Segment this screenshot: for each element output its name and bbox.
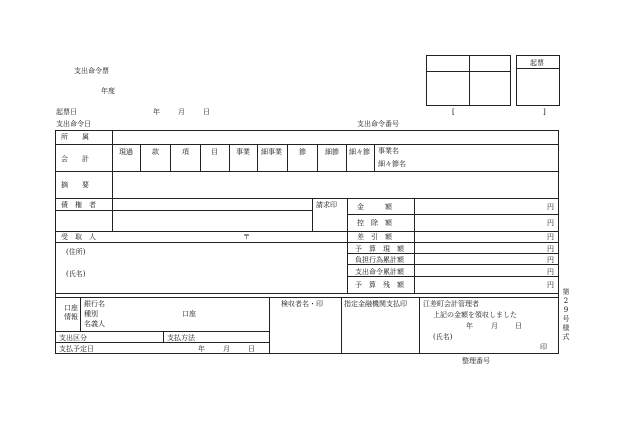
account-info-label: 口座情報 — [64, 304, 78, 321]
payment-day: 日 — [248, 345, 255, 353]
budget-header-0: 現過 — [119, 148, 133, 156]
rule — [55, 342, 269, 343]
rule — [200, 144, 201, 171]
approval-box-1[interactable] — [426, 55, 470, 106]
form-number-label: 第29号様式 — [562, 288, 570, 341]
name-label: (氏名) — [66, 270, 86, 278]
rule — [55, 198, 559, 199]
account-type-label: 種別 — [84, 310, 98, 318]
sub-section-name-label: 細々節名 — [378, 160, 406, 168]
rule — [55, 297, 559, 298]
rule — [55, 231, 559, 232]
rule — [347, 198, 348, 293]
rule — [55, 293, 559, 294]
rule — [55, 210, 312, 211]
yen-unit: 円 — [547, 203, 554, 211]
account-holder-label: 名義人 — [84, 320, 105, 328]
rule — [229, 144, 230, 171]
payment-method-label: 支払方法 — [167, 334, 195, 342]
rule — [347, 253, 559, 254]
issue-date-day: 日 — [203, 108, 210, 116]
payment-month: 月 — [223, 345, 230, 353]
amount-label-2: 差 引 額 — [357, 233, 392, 241]
order-number-label: 支出命令番号 — [357, 120, 399, 128]
amount-label-4: 負担行為累計額 — [355, 256, 404, 264]
rule — [347, 276, 559, 277]
approval-stamp-divider — [516, 68, 559, 69]
rule — [163, 331, 164, 342]
amount-label-6: 予 算 残 額 — [355, 281, 404, 289]
bracket-open: [ — [452, 108, 455, 116]
receipt-name-label: (氏名) — [433, 333, 453, 341]
received-text: 上記の金額を領収しました — [433, 311, 517, 319]
approval-label: 起票 — [530, 59, 544, 67]
rule — [112, 130, 113, 231]
budget-header-7: 細節 — [325, 148, 339, 156]
amount-label-3: 予 算 現 額 — [355, 245, 404, 253]
rule — [287, 144, 288, 171]
rule — [269, 297, 270, 354]
rule — [341, 297, 342, 354]
manager-label: 江差町会計管理者 — [423, 300, 479, 308]
account-label: 口座 — [182, 310, 196, 318]
rule — [170, 144, 171, 171]
bracket-close: ] — [543, 108, 546, 116]
rule — [347, 264, 559, 265]
budget-header-8: 細々節 — [349, 148, 370, 156]
project-name-label: 事業名 — [378, 147, 399, 155]
payment-scheduled-label: 支払予定日 — [59, 345, 94, 353]
yen-unit: 円 — [547, 245, 554, 253]
rule — [414, 198, 415, 293]
receipt-day: 日 — [515, 322, 522, 330]
rule — [374, 144, 375, 171]
budget-header-4: 事業 — [236, 148, 250, 156]
affiliation-label: 所 属 — [61, 133, 89, 141]
rule — [55, 171, 559, 172]
claim-seal-label: 請求印 — [316, 201, 337, 209]
rule — [140, 144, 141, 171]
issue-date-month: 月 — [178, 108, 185, 116]
budget-header-5: 細事業 — [261, 148, 282, 156]
rule — [55, 242, 559, 243]
approval-box-2[interactable] — [468, 55, 511, 106]
form-title: 支出命令票 — [74, 67, 109, 75]
summary-label: 摘 要 — [61, 181, 89, 189]
receipt-year: 年 — [466, 322, 473, 330]
rule — [317, 144, 318, 171]
yen-unit: 円 — [547, 268, 554, 276]
payment-year: 年 — [198, 345, 205, 353]
issue-date-label: 起票日 — [56, 108, 77, 116]
yen-unit: 円 — [547, 233, 554, 241]
budget-header-3: 目 — [211, 148, 218, 156]
rule — [346, 144, 347, 171]
address-label: (住所) — [66, 248, 86, 256]
rule — [80, 297, 81, 331]
accounting-label: 会 計 — [61, 155, 89, 163]
issue-date-year: 年 — [153, 108, 160, 116]
approval-divider — [426, 71, 511, 72]
yen-unit: 円 — [547, 219, 554, 227]
postal-mark: 〒 — [243, 233, 250, 241]
yen-unit: 円 — [547, 281, 554, 289]
budget-header-1: 款 — [152, 148, 159, 156]
rule — [257, 144, 258, 171]
yen-unit: 円 — [547, 256, 554, 264]
rule — [55, 144, 559, 145]
rule — [419, 297, 420, 354]
fiscal-year-label: 年度 — [101, 87, 115, 95]
order-date-label: 支出命令日 — [56, 120, 91, 128]
creditor-label: 債 権 者 — [61, 201, 96, 209]
recipient-label: 受 取 人 — [61, 233, 96, 241]
rule — [347, 214, 559, 215]
inspector-label: 検収者名・印 — [281, 300, 323, 308]
rule — [312, 198, 313, 231]
rule — [55, 331, 269, 332]
amount-label-5: 支出命令累計額 — [355, 268, 404, 276]
seal-label: 印 — [540, 343, 547, 351]
payment-category-label: 支出区分 — [59, 334, 87, 342]
reference-number-label: 整理番号 — [462, 357, 490, 365]
bank-payment-seal-label: 指定金融機関支払印 — [344, 300, 407, 308]
bank-name-label: 銀行名 — [84, 300, 105, 308]
budget-header-2: 項 — [182, 148, 189, 156]
receipt-month: 月 — [491, 322, 498, 330]
amount-label-0: 金 額 — [357, 203, 392, 211]
amount-label-1: 控 除 額 — [357, 219, 392, 227]
budget-header-6: 節 — [299, 148, 306, 156]
